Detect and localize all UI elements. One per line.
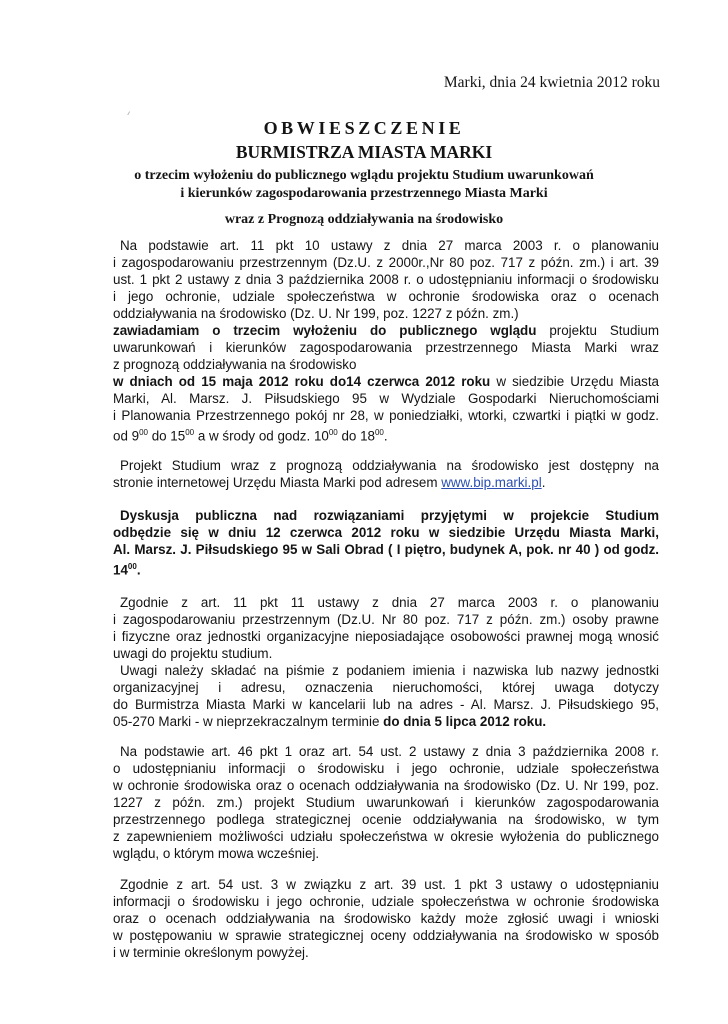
text-fragment: w siedzibie Urzędu Miasta — [490, 374, 659, 389]
text-line: w ochronie środowiska oraz o ocenach oddziaływania na środowisko (Dz. U. Nr 199, poz. — [113, 778, 659, 793]
text-fragment: 05-270 Marki - w nieprzekraczalnym terminie — [113, 714, 384, 729]
text-line — [113, 474, 659, 491]
paragraph-online-availability — [113, 457, 659, 491]
text-line — [113, 322, 659, 339]
text-line: Marki, Al. Marsz. J. Piłsudskiego 95 w Wydziale Gospodarki Nieruchomościami — [113, 391, 659, 406]
superscript: 00 — [374, 428, 384, 437]
text-line: Na podstawie art. 46 pkt 1 oraz art. 54 ust. 2 ustawy z dnia 3 października 2008 r. — [120, 744, 659, 759]
text-line: oddziaływania na środowisko (Dz. U. Nr 199, poz. 1227 z późn. zm.) — [113, 306, 519, 321]
text-line: i fizyczne oraz jednostki organizacyjne nieposiadające osobowości prawnej mogą wnosić — [113, 629, 659, 644]
text-line: Na podstawie art. 11 pkt 10 ustawy z dnia 27 marca 2003 r. o planowaniu — [120, 238, 659, 253]
text-line: i w terminie określonym powyżej. — [113, 945, 309, 960]
paragraph-public-discussion — [113, 507, 659, 578]
paragraph-comments-procedure — [113, 662, 659, 730]
text-line: uwagi do projektu studium. — [113, 646, 273, 661]
text-line — [113, 558, 659, 578]
text-line: oraz o ocenach oddziaływania na środowisko każdy może zgłosić uwagi i wnioski — [113, 911, 659, 926]
text-line: do Burmistrza Miasta Marki w kancelarii lub na adres - Al. Marsz. J. Piłsudskiego 95, — [113, 697, 659, 712]
paragraph-legal-basis — [113, 237, 659, 444]
text-line: organizacyjnej i adresu, oznaczenia nieruchomości, której uwaga dotyczy — [113, 680, 659, 695]
text-line: Al. Marsz. J. Piłsudskiego 95 w Sali Obrad ( I piętro, budynek A, pok. nr 40 ) od godz. — [113, 542, 659, 557]
text-fragment: . — [383, 428, 388, 444]
text-line — [113, 713, 659, 730]
text-line: Zgodnie z art. 11 pkt 11 ustawy z dnia 27 marca 2003 r. o planowaniu — [120, 595, 659, 610]
text-line: z zapewnieniem możliwości udziału społeczeństwa w okresie wyłożenia do publicznego — [113, 829, 659, 844]
text-line: i zagospodarowaniu przestrzennym (Dz.U. z 2000r.,Nr 80 poz. 717 z późn. zm.) i art. 39 — [113, 255, 659, 270]
announcement-bold: zawiadamiam o trzecim wyłożeniu do publicznego wglądu — [113, 323, 537, 338]
text-line: informacji o środowisku i jego ochronie, udziale społeczeństwa w ochronie środowiska — [113, 894, 659, 909]
text-line: wglądu, o którym mowa wcześniej. — [113, 846, 320, 861]
text-line: w postępowaniu w sprawie strategicznej oceny oddziaływania na środowisko w sposób — [113, 928, 659, 943]
scan-speck — [127, 111, 132, 116]
text-line: 1227 z późn. zm.) projekt Studium uwarunkowań i kierunków zagospodarowania — [113, 795, 659, 810]
text-line: przestrzennego podlega strategicznej ocenie oddziaływania na środowisko, w tym — [113, 812, 659, 827]
text-line: Dyskusja publiczna nad rozwiązaniami przyjętymi w projekcie Studium — [120, 508, 659, 523]
text-fragment: 14 — [113, 562, 128, 578]
text-line: Zgodnie z art. 54 ust. 3 w związku z art. 39 ust. 1 pkt 3 ustawy o udostępnianiu — [120, 877, 659, 892]
text-line: i jego ochronie, udziale społeczeństwa w ochronie środowiska oraz o ocenach — [113, 289, 659, 304]
text-line: Uwagi należy składać na piśmie z podaniem imienia i nazwiska lub nazwy jednostki — [120, 663, 659, 678]
text-fragment: do 15 — [147, 428, 186, 444]
text-line: i Planowania Przestrzennego pokój nr 28, w poniedziałki, wtorki, czwartki i piątki w godz. — [113, 408, 659, 423]
display-period: w dniach od 15 maja 2012 roku do14 czerwca 2012 roku — [113, 374, 491, 389]
text-line: o udostępnianiu informacji o środowisku i jego ochronie, udziale społeczeństwa — [113, 761, 659, 776]
subtitle-line-3: wraz z Prognozą oddziaływania na środowisko — [224, 212, 504, 227]
subtitle-line-2: i kierunków zagospodarowania przestrzennego Miasta Marki — [180, 186, 548, 201]
superscript: 00 — [139, 428, 148, 437]
paragraph-comments-right — [113, 594, 659, 662]
superscript: 00 — [185, 428, 195, 437]
text-fragment: stronie internetowej Urzędu Miasta Marki pod adresem — [113, 475, 442, 490]
text-line — [113, 373, 659, 390]
text-fragment: od 9 — [113, 428, 140, 444]
text-fragment: . — [541, 475, 546, 490]
issuer-title: BURMISTRZA MIASTA MARKI — [235, 142, 493, 162]
superscript: 00 — [328, 428, 338, 437]
document-title: OBWIESZCZENIE — [263, 118, 465, 138]
text-fragment: a w środy od godz. 10 — [194, 428, 329, 444]
office-hours-line — [113, 424, 659, 444]
text-line: odbędzie się w dniu 12 czerwca 2012 roku w siedzibie Urzędu Miasta Marki, — [113, 525, 659, 540]
text-fragment: do 18 — [337, 428, 375, 444]
paragraph-environmental-comments — [113, 876, 659, 961]
text-line: ust. 1 pkt 2 ustawy z dnia 3 października 2008 r. o udostępnianiu informacji o środowisku — [113, 272, 659, 287]
date-line: Marki, dnia 24 kwietnia 2012 roku — [443, 74, 660, 91]
superscript: 00 — [127, 562, 137, 571]
subtitle-line-1: o trzecim wyłożeniu do publicznego wglądu projektu Studium uwarunkowań — [134, 168, 594, 183]
text-fragment: projektu Studium — [549, 323, 659, 338]
deadline-bold: do dnia 5 lipca 2012 roku. — [383, 714, 547, 729]
text-fragment: . — [136, 562, 141, 578]
text-line: i zagospodarowaniu przestrzennym (Dz.U. Nr 80 poz. 717 z późn. zm.) osoby prawne — [113, 612, 659, 627]
text-line: Projekt Studium wraz z prognozą oddziaływania na środowisko jest dostępny na — [120, 458, 659, 473]
text-line: uwarunkowań i kierunków zagospodarowania przestrzennego Miasta Marki wraz — [113, 340, 659, 355]
bip-website-link[interactable]: www.bip.marki.pl — [441, 475, 542, 490]
text-line: z prognozą oddziaływania na środowisko — [113, 357, 357, 372]
paragraph-strategic-assessment — [113, 743, 659, 862]
